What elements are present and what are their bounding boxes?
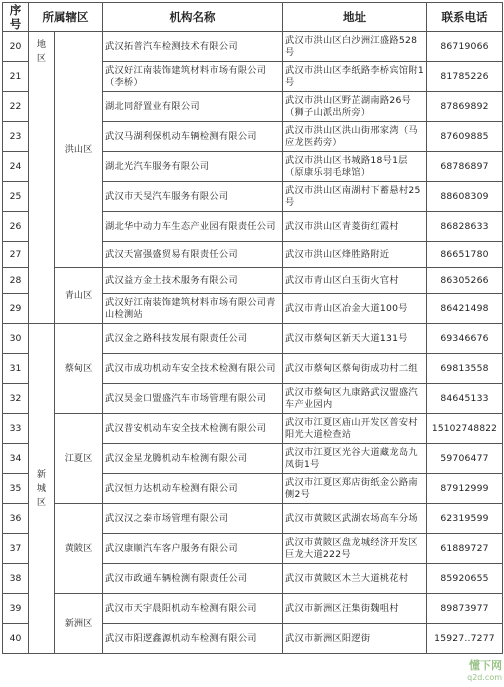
agency-address: 武汉市江夏区庙山开发区普安村阳光大道检查站: [283, 414, 427, 444]
row-no: 31: [3, 354, 29, 384]
agency-name: 武汉天富强盛贸易有限责任公司: [103, 242, 283, 268]
header-district: 所属辖区: [29, 3, 103, 32]
agency-name: 武汉好江南装饰建筑材料市场有限公司青山检测站: [103, 294, 283, 324]
agency-address: 武汉市黄陂区盘龙城经济开发区巨龙大道222号: [283, 534, 427, 564]
table-row: [3, 504, 503, 534]
watermark-url: q2d.com: [467, 673, 502, 682]
agency-phone: 86719066: [427, 32, 503, 62]
agency-phone: 86651780: [427, 242, 503, 268]
agency-phone: 68786897: [427, 152, 503, 182]
agency-phone: 81785226: [427, 62, 503, 92]
agency-address: 武汉市江夏区光谷大道藏龙岛九凤街1号: [283, 444, 427, 474]
row-no: 35: [3, 474, 29, 504]
row-no: 24: [3, 152, 29, 182]
agency-address: 武汉市洪山区李纸路李桥宾馆附1号: [283, 62, 427, 92]
agency-phone: 69813558: [427, 354, 503, 384]
agency-name: 武汉市阳逻鑫源机动车检测有限公司: [103, 624, 283, 654]
agency-phone: 62319599: [427, 504, 503, 534]
agency-address: 武汉市青山区白玉街火官村: [283, 268, 427, 294]
agency-address: 武汉市蔡甸区新天大道131号: [283, 324, 427, 354]
group-label-2: 新城区: [29, 324, 55, 654]
agency-address: 武汉市新洲区阳逻街: [283, 624, 427, 654]
row-no: 28: [3, 268, 29, 294]
row-no: 25: [3, 182, 29, 212]
group-label-1: 地区: [29, 32, 55, 324]
agency-table: [2, 2, 503, 654]
agency-name: 武汉市成功机动车安全技术检测有限公司: [103, 354, 283, 384]
agency-phone: 86828633: [427, 212, 503, 242]
header-address: 地址: [283, 3, 427, 32]
agency-phone: 89873977: [427, 594, 503, 624]
agency-phone: 88608309: [427, 182, 503, 212]
agency-name: 武汉市天旻汽车服务有限公司: [103, 182, 283, 212]
agency-phone: 87912999: [427, 474, 503, 504]
agency-phone: 87869892: [427, 92, 503, 122]
subdistrict-qingshan: 青山区: [55, 268, 103, 324]
agency-phone: 69346676: [427, 324, 503, 354]
row-no: 21: [3, 62, 29, 92]
row-no: 27: [3, 242, 29, 268]
agency-name: 武汉康顺汽车客户服务有限公司: [103, 534, 283, 564]
watermark-text: 懂下网: [469, 659, 502, 672]
row-no: 23: [3, 122, 29, 152]
agency-name: 武汉市天宇晨阳机动车检测有限公司: [103, 594, 283, 624]
agency-name: 武汉市政通车辆检测有限责任公司: [103, 564, 283, 594]
agency-address: 武汉市洪山区洪山街邢家湾（马应龙医药旁）: [283, 122, 427, 152]
agency-name: 武汉恒力达机动车检测有限公司: [103, 474, 283, 504]
agency-address: 武汉市洪山区南湖村下蓄悬村25号: [283, 182, 427, 212]
row-no: 38: [3, 564, 29, 594]
subdistrict-caidian: 蔡甸区: [55, 324, 103, 414]
row-no: 36: [3, 504, 29, 534]
subdistrict-hongshan: 洪山区: [55, 32, 103, 268]
agency-phone: 85920655: [427, 564, 503, 594]
agency-address: 武汉市黄陂区武湖农场高车分场: [283, 504, 427, 534]
agency-name: 湖北华中动力车生态产业园有限责任公司: [103, 212, 283, 242]
row-no: 37: [3, 534, 29, 564]
agency-phone: 84645133: [427, 384, 503, 414]
agency-phone: 59706477: [427, 444, 503, 474]
agency-name: 武汉金之路科技发展有限责任公司: [103, 324, 283, 354]
header-phone: 联系电话: [427, 3, 503, 32]
table-row: [3, 32, 503, 62]
agency-name: 武汉好江南装饰建筑材料市场有限公司（李桥）: [103, 62, 283, 92]
agency-address: 武汉市蔡甸区蔡甸街成功村二组: [283, 354, 427, 384]
row-no: 34: [3, 444, 29, 474]
agency-name: 武汉马湖利保机动车辆检测有限公司: [103, 122, 283, 152]
agency-address: 武汉市洪山区书城路18号1层（原康乐羽毛球馆）: [283, 152, 427, 182]
header-name: 机构名称: [103, 3, 283, 32]
table-row: [3, 268, 503, 294]
header-row: [3, 3, 503, 32]
row-no: 39: [3, 594, 29, 624]
subdistrict-huangpi: 黄陂区: [55, 504, 103, 594]
agency-phone: 61889727: [427, 534, 503, 564]
table-row: [3, 414, 503, 444]
agency-phone: 15102748822: [427, 414, 503, 444]
agency-name: 武汉昊金口盟盛汽车市场管理有限公司: [103, 384, 283, 414]
row-no: 33: [3, 414, 29, 444]
row-no: 22: [3, 92, 29, 122]
agency-address: 武汉市洪山区野芷湖南路26号（狮子山派出所旁）: [283, 92, 427, 122]
row-no: 40: [3, 624, 29, 654]
row-no: 26: [3, 212, 29, 242]
subdistrict-jiangxia: 江夏区: [55, 414, 103, 504]
row-no: 30: [3, 324, 29, 354]
agency-address: 武汉市黄陂区木兰大道桃花村: [283, 564, 427, 594]
agency-name: 湖北同舒置业有限公司: [103, 92, 283, 122]
row-no: 20: [3, 32, 29, 62]
row-no: 29: [3, 294, 29, 324]
agency-address: 武汉市新洲区汪集街魏咀村: [283, 594, 427, 624]
agency-name: 武汉益方金土技术服务有限公司: [103, 268, 283, 294]
row-no: 32: [3, 384, 29, 414]
agency-address: 武汉市洪山区白沙洲江盛路528号: [283, 32, 427, 62]
agency-address: 武汉市蔡甸区九康路武汉盟盛汽车产业园内: [283, 384, 427, 414]
agency-name: 湖北光汽车服务有限公司: [103, 152, 283, 182]
agency-address: 武汉市洪山区烽胜路附近: [283, 242, 427, 268]
agency-address: 武汉市洪山区青菱街红霞村: [283, 212, 427, 242]
agency-address: 武汉市江夏区郑店街纸金公路南侧2号: [283, 474, 427, 504]
table-row: [3, 594, 503, 624]
agency-address: 武汉市青山区冶金大道100号: [283, 294, 427, 324]
subdistrict-xinzhou: 新洲区: [55, 594, 103, 654]
agency-phone: 15927..7277: [427, 624, 503, 654]
agency-name: 武汉普安机动车安全技术检测有限公司: [103, 414, 283, 444]
header-no: 序号: [3, 3, 29, 32]
table-row: [3, 324, 503, 354]
site-watermark: [454, 657, 502, 685]
agency-name: 武汉金星龙腾机动车检测有限公司: [103, 444, 283, 474]
agency-name: 武汉汉之泰市场管理有限公司: [103, 504, 283, 534]
agency-phone: 86421498: [427, 294, 503, 324]
agency-phone: 87609885: [427, 122, 503, 152]
agency-name: 武汉拓普汽车检测技术有限公司: [103, 32, 283, 62]
agency-phone: 86305266: [427, 268, 503, 294]
